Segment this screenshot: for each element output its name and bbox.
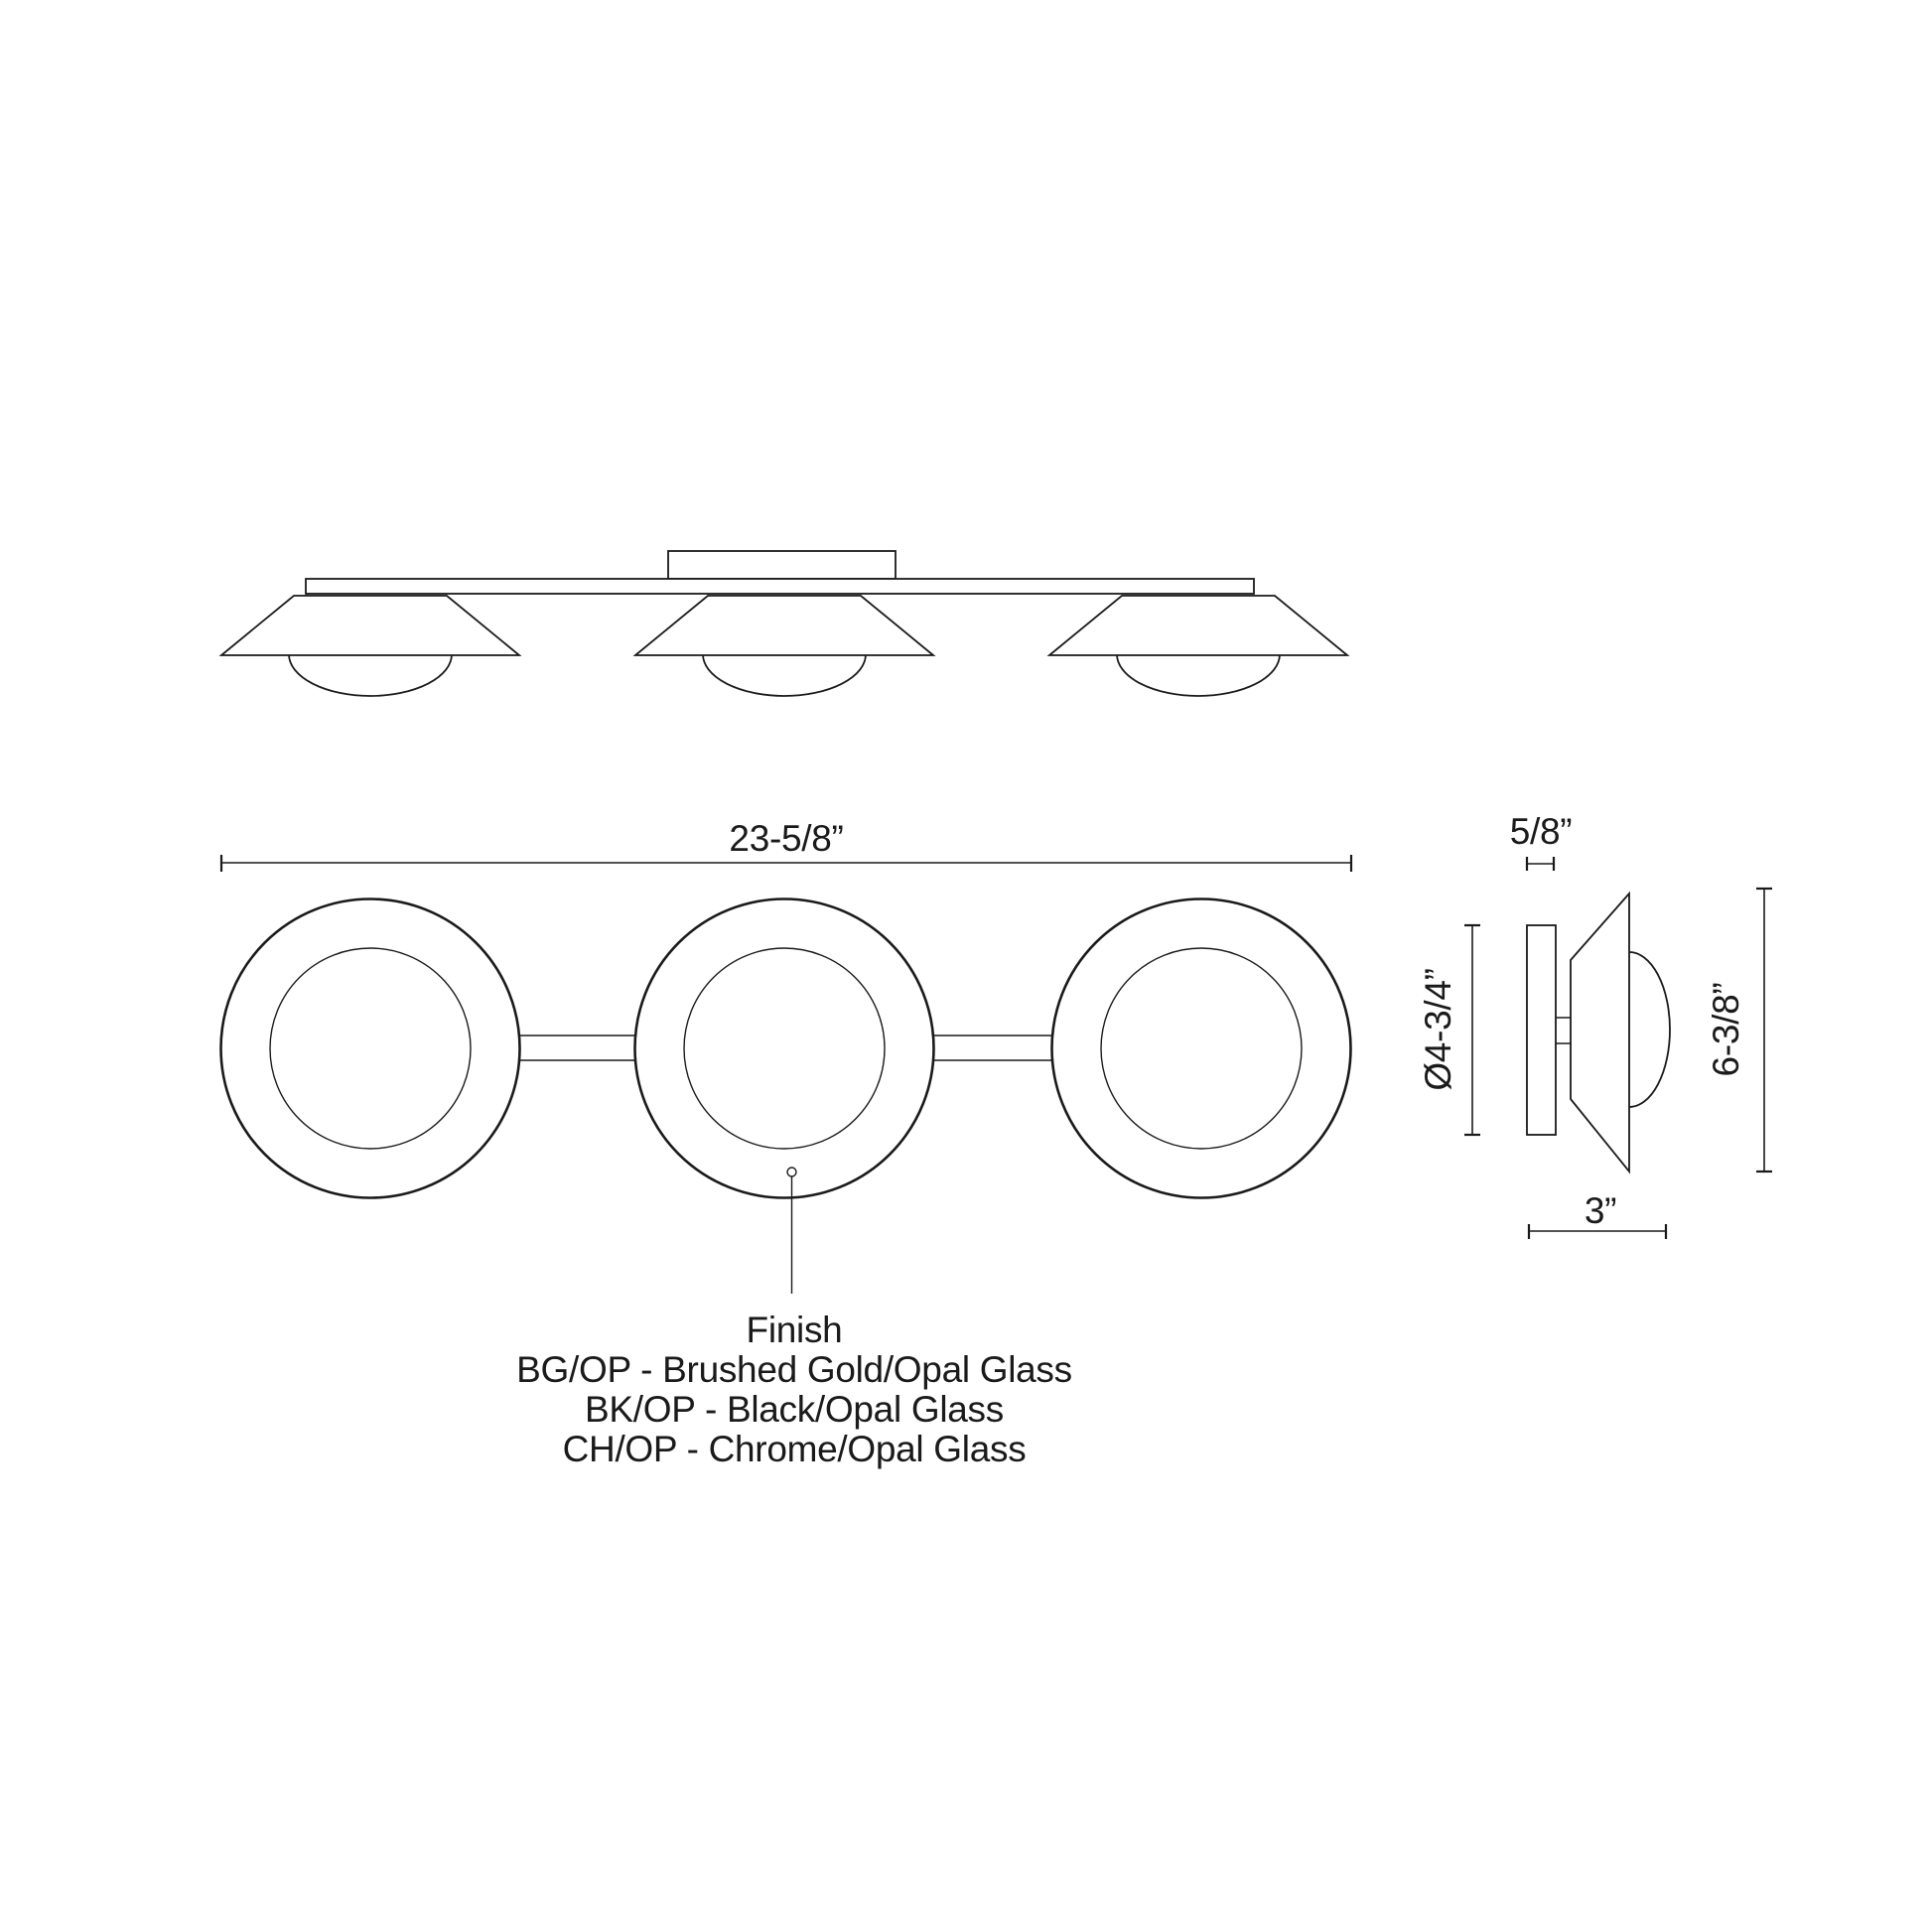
backplate-diameter-label: Ø4-3/4”	[1418, 968, 1458, 1091]
dim-canopy-thickness	[1527, 857, 1554, 871]
dim-fixture-height	[1756, 889, 1772, 1172]
connector-arm-1	[514, 1035, 641, 1060]
dim-backplate-diameter	[1464, 925, 1480, 1135]
cone-shade-front-2	[635, 596, 933, 655]
fixture-depth-label: 3”	[1584, 1190, 1617, 1231]
canopy-box	[668, 551, 896, 579]
finish-option: CH/OP - Chrome/Opal Glass	[562, 1429, 1027, 1469]
plan-view	[221, 899, 1351, 1295]
shade-rim-plan-3	[1052, 899, 1351, 1198]
cone-shade-side	[1571, 894, 1629, 1172]
glass-dome-side	[1629, 952, 1670, 1107]
finish-option: BK/OP - Black/Opal Glass	[585, 1389, 1004, 1430]
shade-front-2	[635, 596, 933, 696]
front-elevation-view	[221, 551, 1347, 696]
glass-dome-front-2	[703, 654, 866, 696]
side-profile-view	[1527, 894, 1670, 1172]
connector-arm-2	[927, 1035, 1058, 1060]
mounting-bar	[306, 579, 1254, 594]
glass-dome-front-1	[289, 654, 452, 696]
finish-title: Finish	[746, 1310, 843, 1350]
canopy-thickness-label: 5/8”	[1509, 811, 1573, 852]
leader-marker-circle	[787, 1168, 796, 1176]
cone-shade-front-1	[221, 596, 519, 655]
fixture-height-label: 6-3/8”	[1706, 982, 1746, 1077]
shade-front-1	[221, 596, 519, 696]
cone-shade-front-3	[1049, 596, 1347, 655]
finish-legend	[447, 1311, 1142, 1469]
overall-width-label: 23-5/8”	[729, 818, 844, 859]
shade-front-3	[1049, 596, 1347, 696]
shade-rim-plan-2	[635, 899, 934, 1198]
shade-rim-plan-1	[221, 899, 520, 1198]
stem-side	[1556, 1018, 1572, 1043]
finish-option: BG/OP - Brushed Gold/Opal Glass	[516, 1349, 1072, 1390]
backplate-side	[1527, 925, 1556, 1135]
glass-dome-front-3	[1117, 654, 1280, 696]
